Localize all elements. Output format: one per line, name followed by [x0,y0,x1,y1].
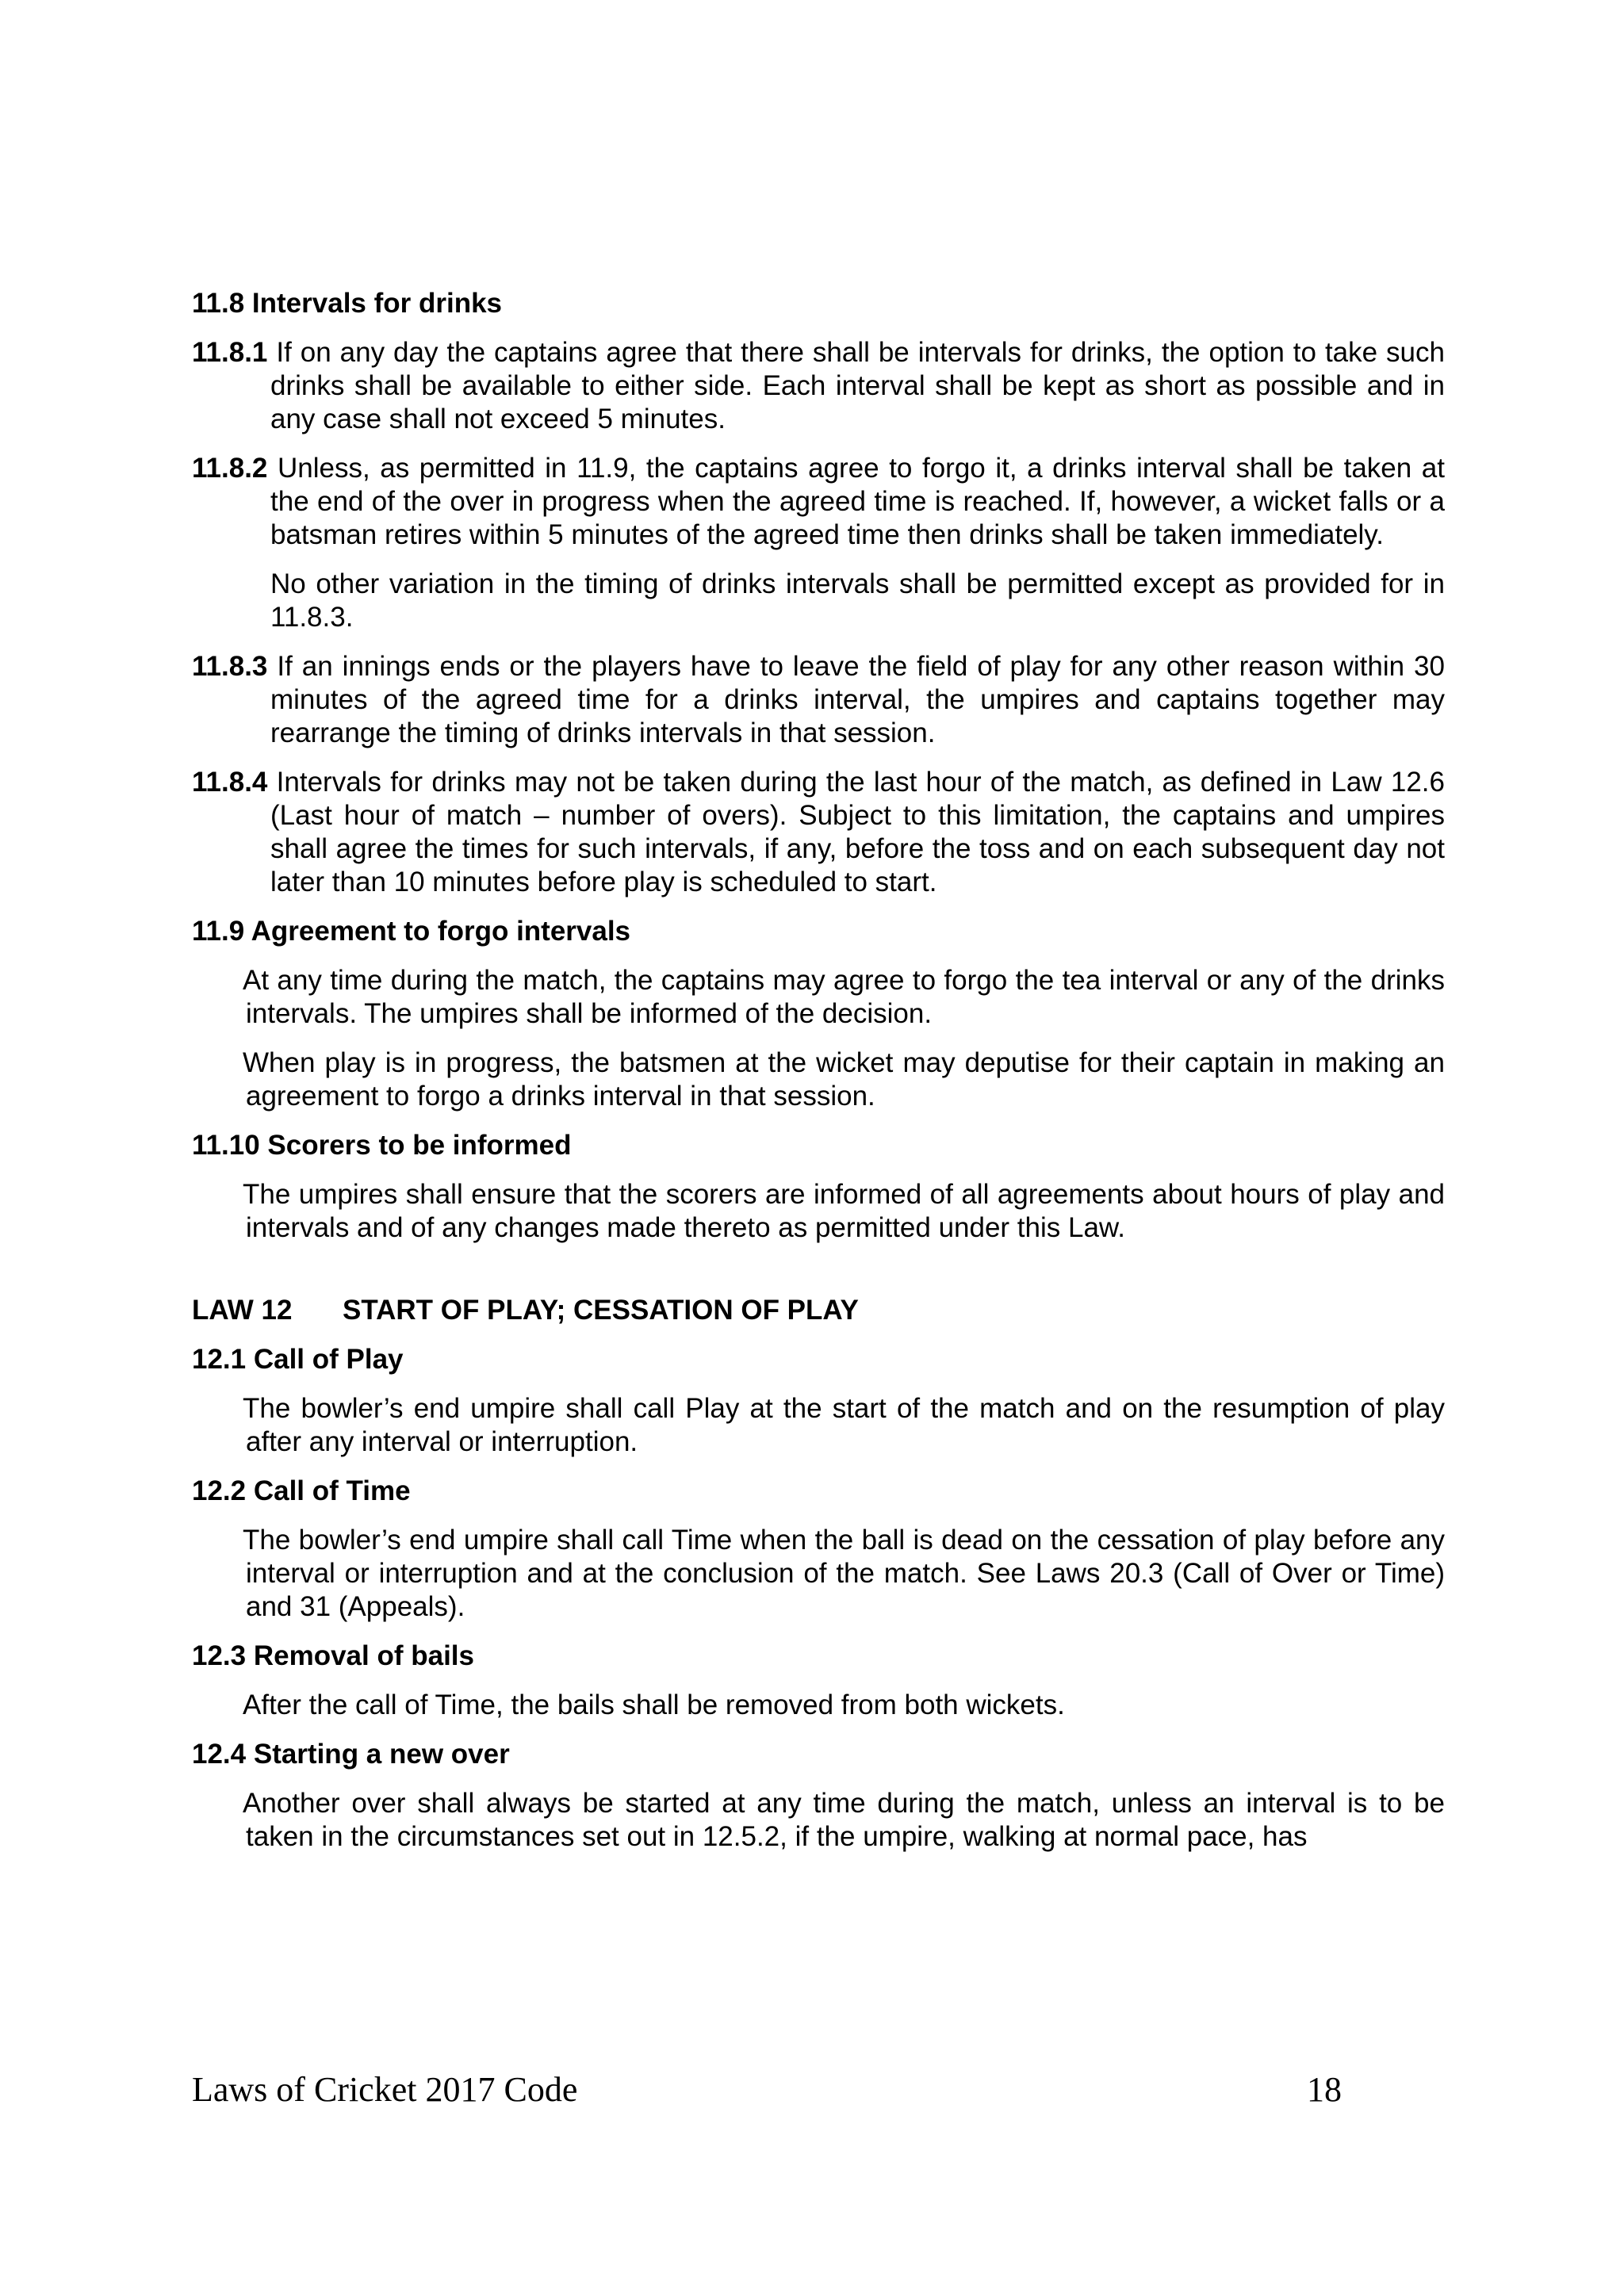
section-heading-11-8: 11.8 Intervals for drinks [192,288,503,319]
clause-text: If an innings ends or the players have to leave the field of play for any other reason within 30 minutes of the agreed time for a drinks interval, the umpires and captains together may rearrange the timing of drinks intervals in that session. [267,651,1445,748]
clause-number: 11.8.4 [192,767,268,798]
paragraph-11-9-b: When play is in progress, the batsmen at the wicket may deputise for their captain in making an agreement to forgo a drinks interval in that session. [243,1047,1445,1112]
section-heading-12-1: 12.1 Call of Play [192,1344,404,1375]
law-title: START OF PLAY; CESSATION OF PLAY [343,1295,859,1326]
clause-text: Intervals for drinks may not be taken during the last hour of the match, as defined in Law 12.6 (Last hour of match – number of overs). Subject to this limitation, the captains and umpires shall agree the times for such intervals, if any, before the toss and on each subsequent day not later than 10 minutes before play is scheduled to start. [267,767,1445,897]
law-number: LAW 12 [192,1295,293,1326]
paragraph-11-10: The umpires shall ensure that the scorers are informed of all agreements about hours of play and intervals and of any changes made thereto as permitted under this Law. [243,1179,1445,1243]
paragraph-11-9-a: At any time during the match, the captains may agree to forgo the tea interval or any of the drinks intervals. The umpires shall be informed of the decision. [243,965,1445,1029]
section-heading-12-4: 12.4 Starting a new over [192,1739,510,1770]
law-heading [192,1294,1445,1327]
clause-number: 11.8.1 [192,337,268,368]
section-heading-11-9: 11.9 Agreement to forgo intervals [192,916,631,947]
page-footer [192,2069,1342,2110]
paragraph-12-3: After the call of Time, the bails shall be removed from both wickets. [243,1689,1065,1720]
paragraph-12-2: The bowler’s end umpire shall call Time when the ball is dead on the cessation of play before any interval or interruption and at the conclusion of the match. See Laws 20.3 (Call of Over or Time) and 31 (Appeals). [243,1525,1445,1622]
clause-11-8-1 [192,336,1445,436]
section-heading-12-2: 12.2 Call of Time [192,1475,411,1506]
clause-number: 11.8.3 [192,651,268,682]
clause-11-8-2 [192,452,1445,552]
paragraph-12-4: Another over shall always be started at any time during the match, unless an interval is to be taken in the circumstances set out in 12.5.2, if the umpire, walking at normal pace, has [243,1788,1445,1852]
section-heading-11-10: 11.10 Scorers to be informed [192,1130,572,1161]
clause-number: 11.8.2 [192,453,268,484]
clause-text: If on any day the captains agree that there shall be intervals for drinks, the option to take such drinks shall be available to either side. Each interval shall be kept as short as possible and in any case shall not exceed 5 minutes. [267,337,1445,434]
footer-title: Laws of Cricket 2017 Code [192,2070,578,2109]
page-content [192,287,1445,1869]
clause-11-8-4 [192,766,1445,899]
clause-11-8-2-continuation: No other variation in the timing of drinks intervals shall be permitted except as provided for in 11.8.3. [270,568,1445,633]
page-number: 18 [1307,2070,1342,2109]
paragraph-12-1: The bowler’s end umpire shall call Play at the start of the match and on the resumption of play after any interval or interruption. [243,1393,1445,1457]
section-heading-12-3: 12.3 Removal of bails [192,1640,474,1671]
clause-11-8-3 [192,650,1445,750]
clause-text: Unless, as permitted in 11.9, the captains agree to forgo it, a drinks interval shall be taken at the end of the over in progress when the agreed time is reached. If, however, a wicket falls or a batsman retires within 5 minutes of the agreed time then drinks shall be taken immediately. [267,453,1445,550]
